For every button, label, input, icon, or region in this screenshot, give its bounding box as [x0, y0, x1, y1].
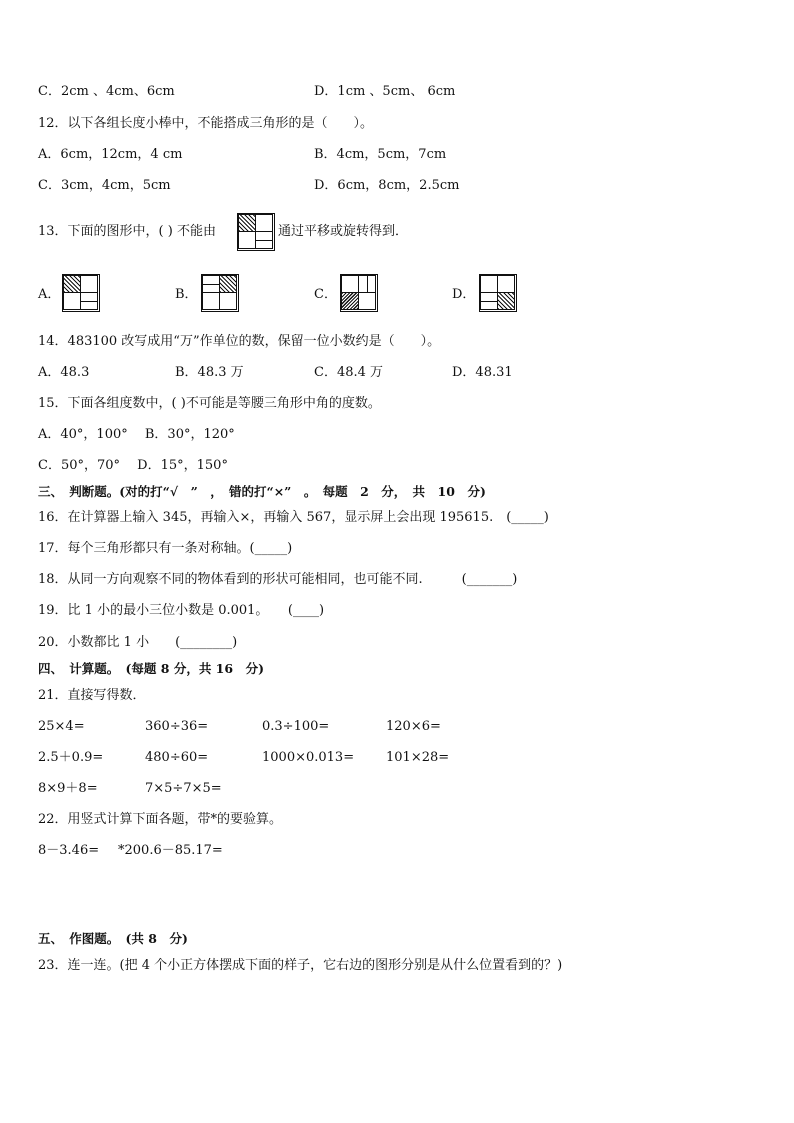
q14-stem: 14．483100 改写成用“万”作单位的数，保留一位小数约是（ ）。 — [38, 334, 441, 349]
q21-item: 360÷36= — [145, 719, 209, 734]
q21-item: 2.5＋0.9= — [38, 750, 104, 765]
q21-item: 0.3÷100= — [262, 719, 330, 734]
q12-option-c: C．3cm，4cm，5cm — [38, 178, 171, 193]
q12-option-a: A．6cm，12cm，4 cm — [38, 147, 183, 162]
section-4-heading: 四、 计算题。 (每题 8 分，共 16 分) — [38, 661, 264, 676]
q14-option-d: D．48.31 — [452, 365, 513, 380]
q13-figure-a — [62, 274, 100, 312]
q16: 16．在计算器上输入 345，再输入×，再输入 567，显示屏上会出现 195615. (_____) — [38, 510, 549, 525]
q11-option-d: D．1cm 、5cm、 6cm — [314, 84, 456, 99]
q22-expr-1: 8－3.46= — [38, 843, 100, 858]
q22-expr-2: *200.6－85.17= — [118, 843, 223, 858]
q14-option-b: B．48.3 万 — [175, 365, 244, 380]
q20: 20．小数都比 1 小 (________) — [38, 635, 238, 650]
q21-item: 7×5÷7×5= — [145, 781, 222, 796]
q21-item: 120×6= — [386, 719, 441, 734]
q17: 17．每个三角形都只有一条对称轴。(_____) — [38, 541, 293, 556]
q15-options-row2: C．50°，70° D．15°，150° — [38, 458, 228, 473]
q15-options-row1: A．40°，100° B．30°，120° — [38, 427, 235, 442]
q21-item: 101×28= — [386, 750, 450, 765]
q13-reference-figure — [237, 213, 275, 251]
q13-label-a: A． — [38, 287, 61, 302]
section-3-heading: 三、 判断题。(对的打“√ ” ， 错的打“×” 。 每题 2 分， 共 10 分) — [38, 484, 486, 499]
q13-stem-post: 通过平移或旋转得到． — [278, 224, 409, 239]
q21-item: 1000×0.013= — [262, 750, 355, 765]
q21-item: 25×4= — [38, 719, 85, 734]
q13-figure-c — [340, 274, 378, 312]
q13-stem-pre: 13．下面的图形中，( ) 不能由 — [38, 224, 216, 239]
q14-option-c: C．48.4 万 — [314, 365, 384, 380]
q18: 18．从同一方向观察不同的物体看到的形状可能相同，也可能不同. (_______) — [38, 572, 518, 587]
q14-option-a: A．48.3 — [38, 365, 90, 380]
q13-label-b: B． — [175, 287, 198, 302]
q21-item: 480÷60= — [145, 750, 209, 765]
q12-stem: 12．以下各组长度小棒中，不能搭成三角形的是（ ）。 — [38, 116, 374, 131]
q11-option-c: C．2cm 、4cm、6cm — [38, 84, 175, 99]
q23-stem: 23．连一连。(把 4 个小正方体摆成下面的样子，它右边的图形分别是从什么位置看到的？) — [38, 958, 563, 973]
q22-stem: 22．用竖式计算下面各题，带*的要验算。 — [38, 812, 283, 827]
q21-item: 8×9＋8= — [38, 781, 98, 796]
q21-stem: 21．直接写得数． — [38, 688, 146, 703]
q12-option-b: B．4cm，5cm，7cm — [314, 147, 447, 162]
q13-label-c: C． — [314, 287, 337, 302]
section-5-heading: 五、 作图题。 (共 8 分) — [38, 931, 188, 946]
q13-label-d: D． — [452, 287, 476, 302]
q13-figure-b — [201, 274, 239, 312]
q19: 19．比 1 小的最小三位小数是 0.001。 (____) — [38, 603, 325, 618]
q15-stem: 15．下面各组度数中，( )不可能是等腰三角形中角的度数。 — [38, 396, 381, 411]
q12-option-d: D．6cm，8cm，2.5cm — [314, 178, 460, 193]
q13-figure-d — [479, 274, 517, 312]
